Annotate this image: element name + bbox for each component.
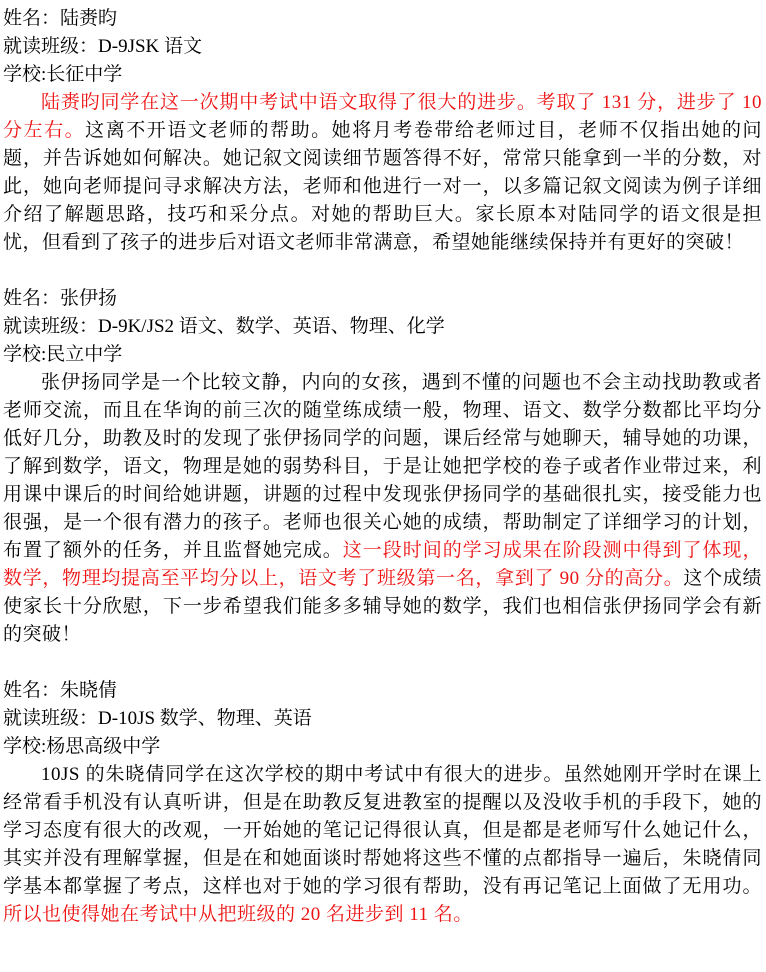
school-value: 民立中学 (46, 344, 123, 365)
school-label: 学校: (3, 64, 47, 85)
student-name: 陆赉昀 (60, 8, 118, 29)
class-value: D-9JSK 语文 (98, 36, 202, 57)
body-text: 这离不开语文老师的帮助。她将月考卷带给老师过目，老师不仅指出她的问题，并告诉她如何解决。她记叙文阅读细节题答得不好，常常只能拿到一半的分数，对此，她向老师提问寻求解决方法，老师和他进行一对一，以多篇记叙文阅读为例子详细介绍了解题思路，技巧和采分点。对她的帮助巨大。家长原本对陆同学的语文很是担忧，但看到了孩子的进步后对语文老师非常满意，希望她能继续保持并有更好的突破！ (3, 120, 762, 253)
name-line (3, 5, 762, 33)
name-label: 姓名： (3, 680, 61, 701)
name-line (3, 677, 762, 705)
name-line (3, 285, 762, 313)
report-paragraph (3, 369, 762, 649)
school-value: 长征中学 (46, 64, 123, 85)
school-line (3, 341, 762, 369)
school-value: 杨思高级中学 (46, 736, 161, 757)
student-report-2 (3, 285, 762, 649)
highlighted-text: 陆赉昀同学在这一次期中考试中语文取得了很大的进步。考取了 131 分，进步了 10 分左右。 (3, 92, 762, 141)
body-text: 10JS 的朱晓倩同学在这次学校的期中考试中有很大的进步。虽然她刚开学时在课上经常看手机没有认真听讲，但是在助教反复进教室的提醒以及没收手机的手段下，她的学习态度有很大的改观，一开始她的笔记记得很认真，但是都是老师写什么她记什么，其实并没有理解掌握，但是在和她面谈时帮她将这些不懂的点都指导一遍后，朱晓倩同学基本都掌握了考点，这样也对于她的学习很有帮助，没有再记笔记上面做了无用功。 (3, 764, 762, 897)
school-line (3, 61, 762, 89)
class-line (3, 313, 762, 341)
student-name: 朱晓倩 (60, 680, 118, 701)
student-report-3 (3, 677, 762, 929)
class-line (3, 33, 762, 61)
school-label: 学校: (3, 736, 47, 757)
report-paragraph (3, 89, 762, 257)
highlighted-text: 这一段时间的学习成果在阶段测中得到了体现，数学，物理均提高至平均分以上，语文考了班级第一名，拿到了 90 分的高分。 (3, 540, 762, 589)
class-label: 就读班级： (3, 316, 99, 337)
highlighted-text: 所以也使得她在考试中从把班级的 20 名进步到 11 名。 (3, 904, 473, 925)
class-label: 就读班级： (3, 36, 99, 57)
report-paragraph (3, 761, 762, 929)
school-line (3, 733, 762, 761)
class-line (3, 705, 762, 733)
body-text: 这个成绩使家长十分欣慰，下一步希望我们能多多辅导她的数学，我们也相信张伊扬同学会有新的突破！ (3, 568, 762, 645)
class-value: D-10JS 数学、物理、英语 (98, 708, 312, 729)
name-label: 姓名： (3, 8, 61, 29)
class-value: D-9K/JS2 语文、数学、英语、物理、化学 (98, 316, 445, 337)
body-text: 张伊扬同学是一个比较文静，内向的女孩，遇到不懂的问题也不会主动找助教或者老师交流，而且在华询的前三次的随堂练成绩一般，物理、语文、数学分数都比平均分低好几分，助教及时的发现了张伊扬同学的问题，课后经常与她聊天，辅导她的功课，了解到数学，语文，物理是她的弱势科目，于是让她把学校的卷子或者作业带过来，利用课中课后的时间给她讲题，讲题的过程中发现张伊扬同学的基础很扎实，接受能力也很强，是一个很有潜力的孩子。老师也很关心她的成绩，帮助制定了详细学习的计划，布置了额外的任务，并且监督她完成。 (3, 372, 762, 561)
class-label: 就读班级： (3, 708, 99, 729)
student-report-1 (3, 5, 762, 257)
student-name: 张伊扬 (60, 288, 118, 309)
school-label: 学校: (3, 344, 47, 365)
name-label: 姓名： (3, 288, 61, 309)
